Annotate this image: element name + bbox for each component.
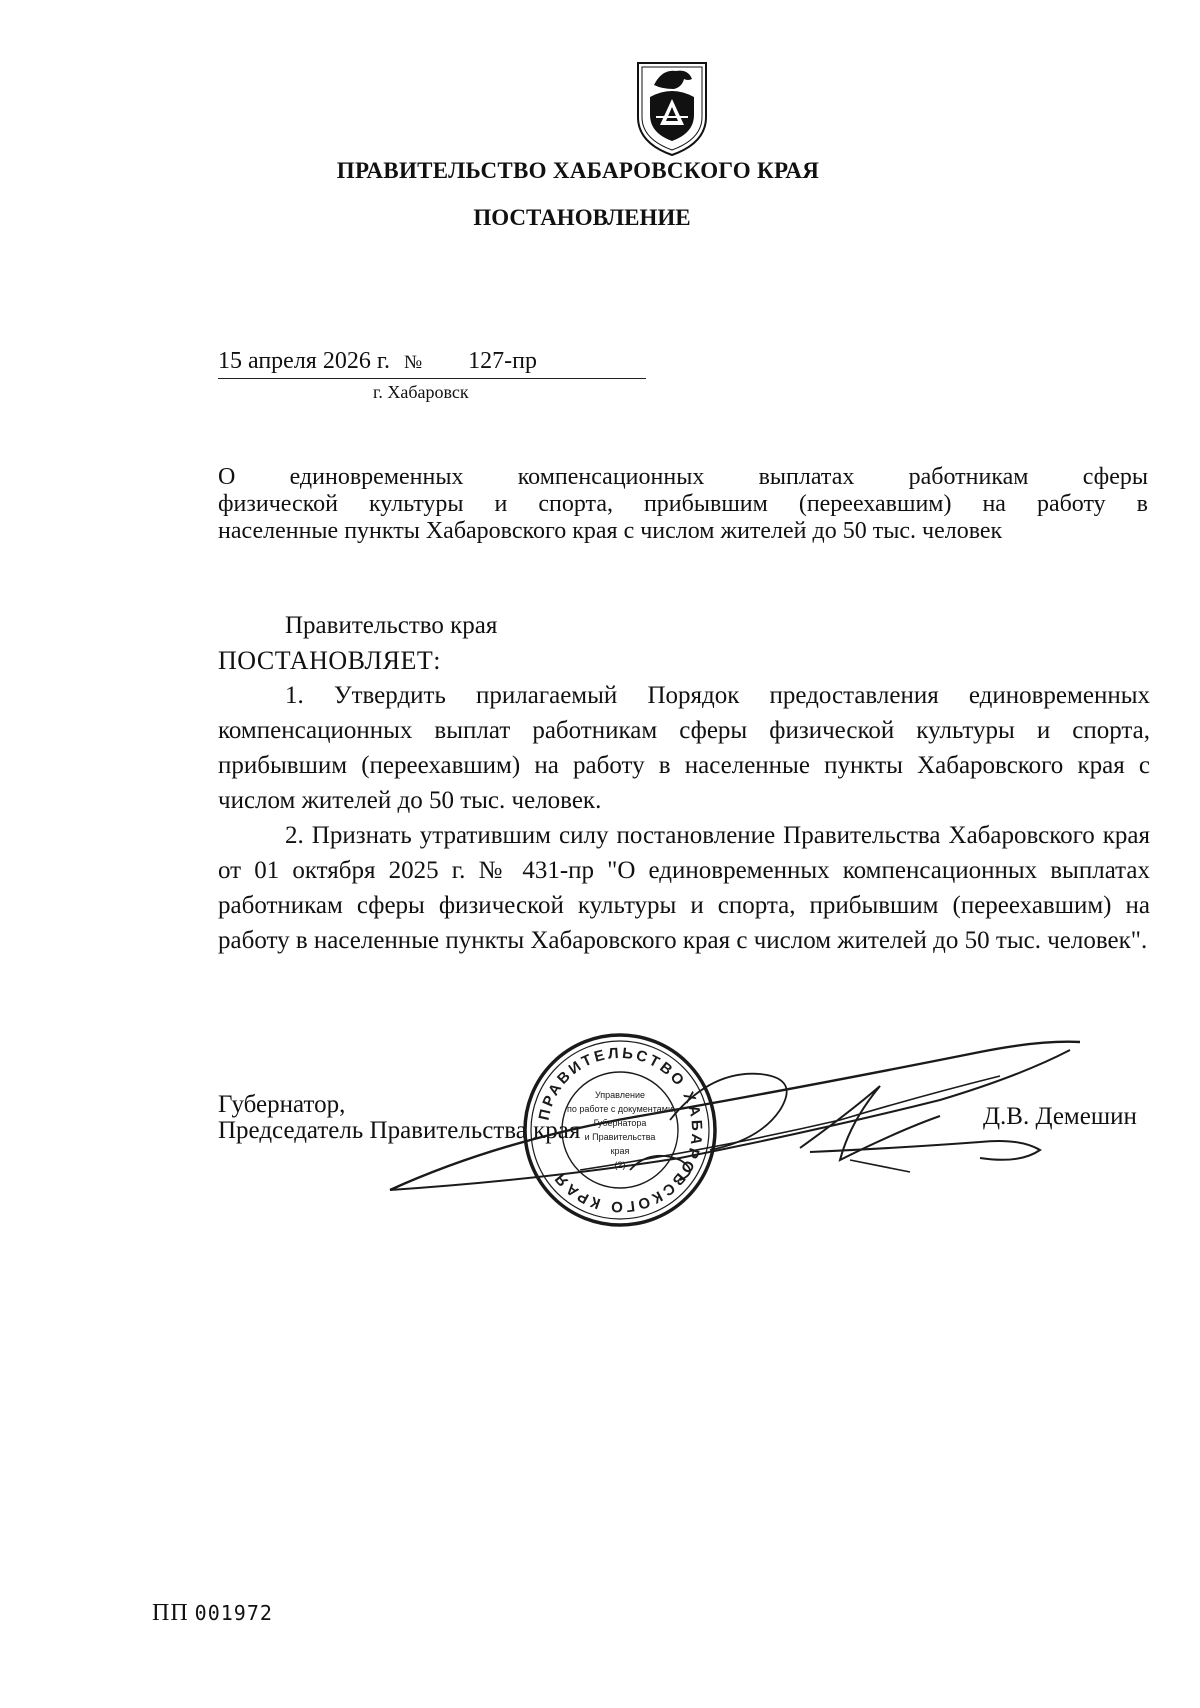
position-line-1: Губернатор, <box>218 1091 346 1118</box>
decree-place: г. Хабаровск <box>373 382 469 402</box>
paragraph-2: 2. Признать утратившим силу постановление Правительства Хабаровского края от 01 октября 2025 г. № 431-пр "О единовременных компенсационных выплатах работникам сферы физической культуры и спорта, прибывшим (переехавшим) на работу в населенные пункты Хабаровского края с числом жителей до 50 тыс. человек". <box>218 822 1150 954</box>
government-name: Правительство края <box>285 612 498 639</box>
decree-verb: ПОСТАНОВЛЯЕТ: <box>218 646 441 675</box>
decree-body <box>218 608 1150 958</box>
paragraph-1: 1. Утвердить прилагаемый Порядок предоставления единовременных компенсационных выплат работникам сферы физической культуры и спорта, прибывшим (переехавшим) на работу в населенные пункты Хабаровского края с числом жителей до 50 тыс. человек. <box>218 682 1150 814</box>
date-number-line <box>218 348 537 375</box>
position-line-2: Председатель Правительства края <box>218 1117 581 1144</box>
seal-center-line: края <box>610 1146 630 1156</box>
subject-line: физической культуры и спорта, прибывшим (переехавшим) на работу в <box>218 491 1148 517</box>
document-type: ПОСТАНОВЛЕНИЕ <box>473 205 691 230</box>
coat-of-arms-icon <box>632 55 712 157</box>
serial-number: 001972 <box>194 1601 273 1625</box>
decree-date: 15 апреля 2026 г. <box>218 348 390 374</box>
handwritten-signature <box>380 1030 1100 1230</box>
form-serial-number <box>152 1600 273 1627</box>
decree-number: 127-пр <box>468 348 537 374</box>
seal-center-line: Управление <box>594 1090 646 1100</box>
decree-subject <box>218 464 1148 545</box>
seal-center-line: и Правительства <box>584 1132 656 1142</box>
seal-center-line: (2) <box>614 1160 626 1170</box>
seal-ring-text: ПРАВИТЕЛЬСТВО ХАБАРОВСКОГО КРАЯ <box>535 1044 706 1216</box>
signatory-name: Д.В. Демешин <box>983 1103 1137 1130</box>
subject-line: населенные пункты Хабаровского края с числом жителей до 50 тыс. человек <box>218 518 1003 544</box>
subject-line: О единовременных компенсационных выплатах работникам сферы <box>218 464 1148 490</box>
seal-center-line: Губернатора <box>593 1118 647 1128</box>
seal-center-line: по работе с документами <box>567 1104 673 1114</box>
government-title: ПРАВИТЕЛЬСТВО ХАБАРОВСКОГО КРАЯ <box>336 158 820 183</box>
date-underline <box>218 378 646 379</box>
number-sign: № <box>403 352 423 373</box>
serial-prefix: ПП <box>152 1600 189 1626</box>
